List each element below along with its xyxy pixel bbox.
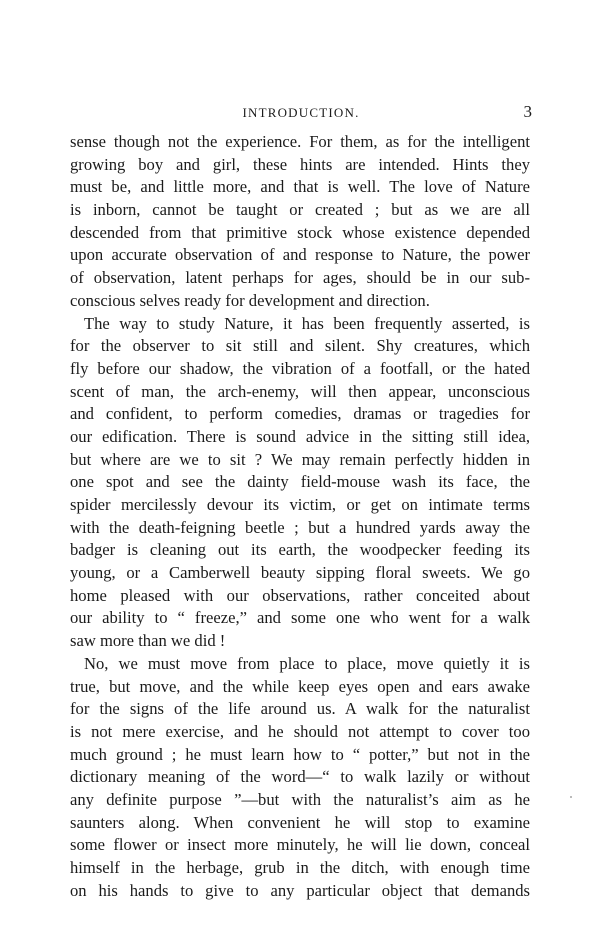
text-line: conscious selves ready for development and direction. [70,290,430,310]
text-line: any definite purpose ”—but with the naturalist’s aim as he [70,789,530,809]
text-line: must be, and little more, and that is well. The love of Nature [70,177,530,197]
body-text [70,131,530,902]
running-head [70,103,532,123]
text-line: himself in the herbage, grub in the ditch, with enough time [70,858,530,877]
text-line: one spot and see the dainty field-mouse wash its face, the [70,472,530,492]
text-line: on his hands to give to any particular object that demands [70,880,530,900]
text-line: sense though not the experience. For them, as for the intelligent [70,132,530,151]
paragraph-first-line: The way to study Nature, it has been frequently asserted, is [84,313,530,333]
text-line: true, but move, and the while keep eyes open and ears awake [70,676,530,696]
text-line: and confident, to perform comedies, dramas or tragedies for [70,404,530,424]
text-line: with the death-feigning beetle ; but a hundred yards away the [70,517,530,537]
text-line: our edification. There is sound advice in the sitting still idea, [70,426,530,446]
text-line: of observation, latent perhaps for ages, should be in our sub- [70,268,530,288]
text-line: for the observer to sit still and silent. Shy creatures, which [70,336,530,356]
text-line: dictionary meaning of the word—“ to walk lazily or without [70,767,530,787]
page-number: 3 [523,102,532,121]
text-line: fly before our shadow, the vibration of a footfall, or the hated [70,358,530,378]
text-line: growing boy and girl, these hints are intended. Hints they [70,154,530,174]
text-line: scent of man, the arch-enemy, will then appear, unconscious [70,381,530,401]
text-line: spider mercilessly devour its victim, or get on intimate terms [70,495,530,514]
text-line: saw more than we did ! [70,631,226,651]
text-line: saunters along. When convenient he will stop to examine [70,812,530,832]
text-line: some flower or insect more minutely, he will lie down, conceal [70,835,530,855]
text-line: but where are we to sit ? We may remain perfectly hidden in [70,449,530,469]
text-line: our ability to “ freeze,” and some one who went for a walk [70,608,530,628]
text-line: is inborn, cannot be taught or created ; but as we are all [70,200,530,220]
text-line: much ground ; he must learn how to “ potter,” but not in the [70,744,530,764]
paper-speck [570,796,572,798]
text-line: upon accurate observation of and response to Nature, the power [70,245,530,265]
text-line: young, or a Camberwell beauty sipping floral sweets. We go [70,563,530,583]
paragraph-first-line: No, we must move from place to place, move quietly it is [84,653,530,673]
running-title: INTRODUCTION. [242,105,360,120]
text-line: is not mere exercise, and he should not attempt to cover too [70,721,530,741]
text-line: for the signs of the life around us. A walk for the naturalist [70,699,530,719]
text-line: home pleased with our observations, rather conceited about [70,585,530,605]
text-line: badger is cleaning out its earth, the woodpecker feeding its [70,540,530,560]
text-line: descended from that primitive stock whose existence depended [70,222,530,242]
